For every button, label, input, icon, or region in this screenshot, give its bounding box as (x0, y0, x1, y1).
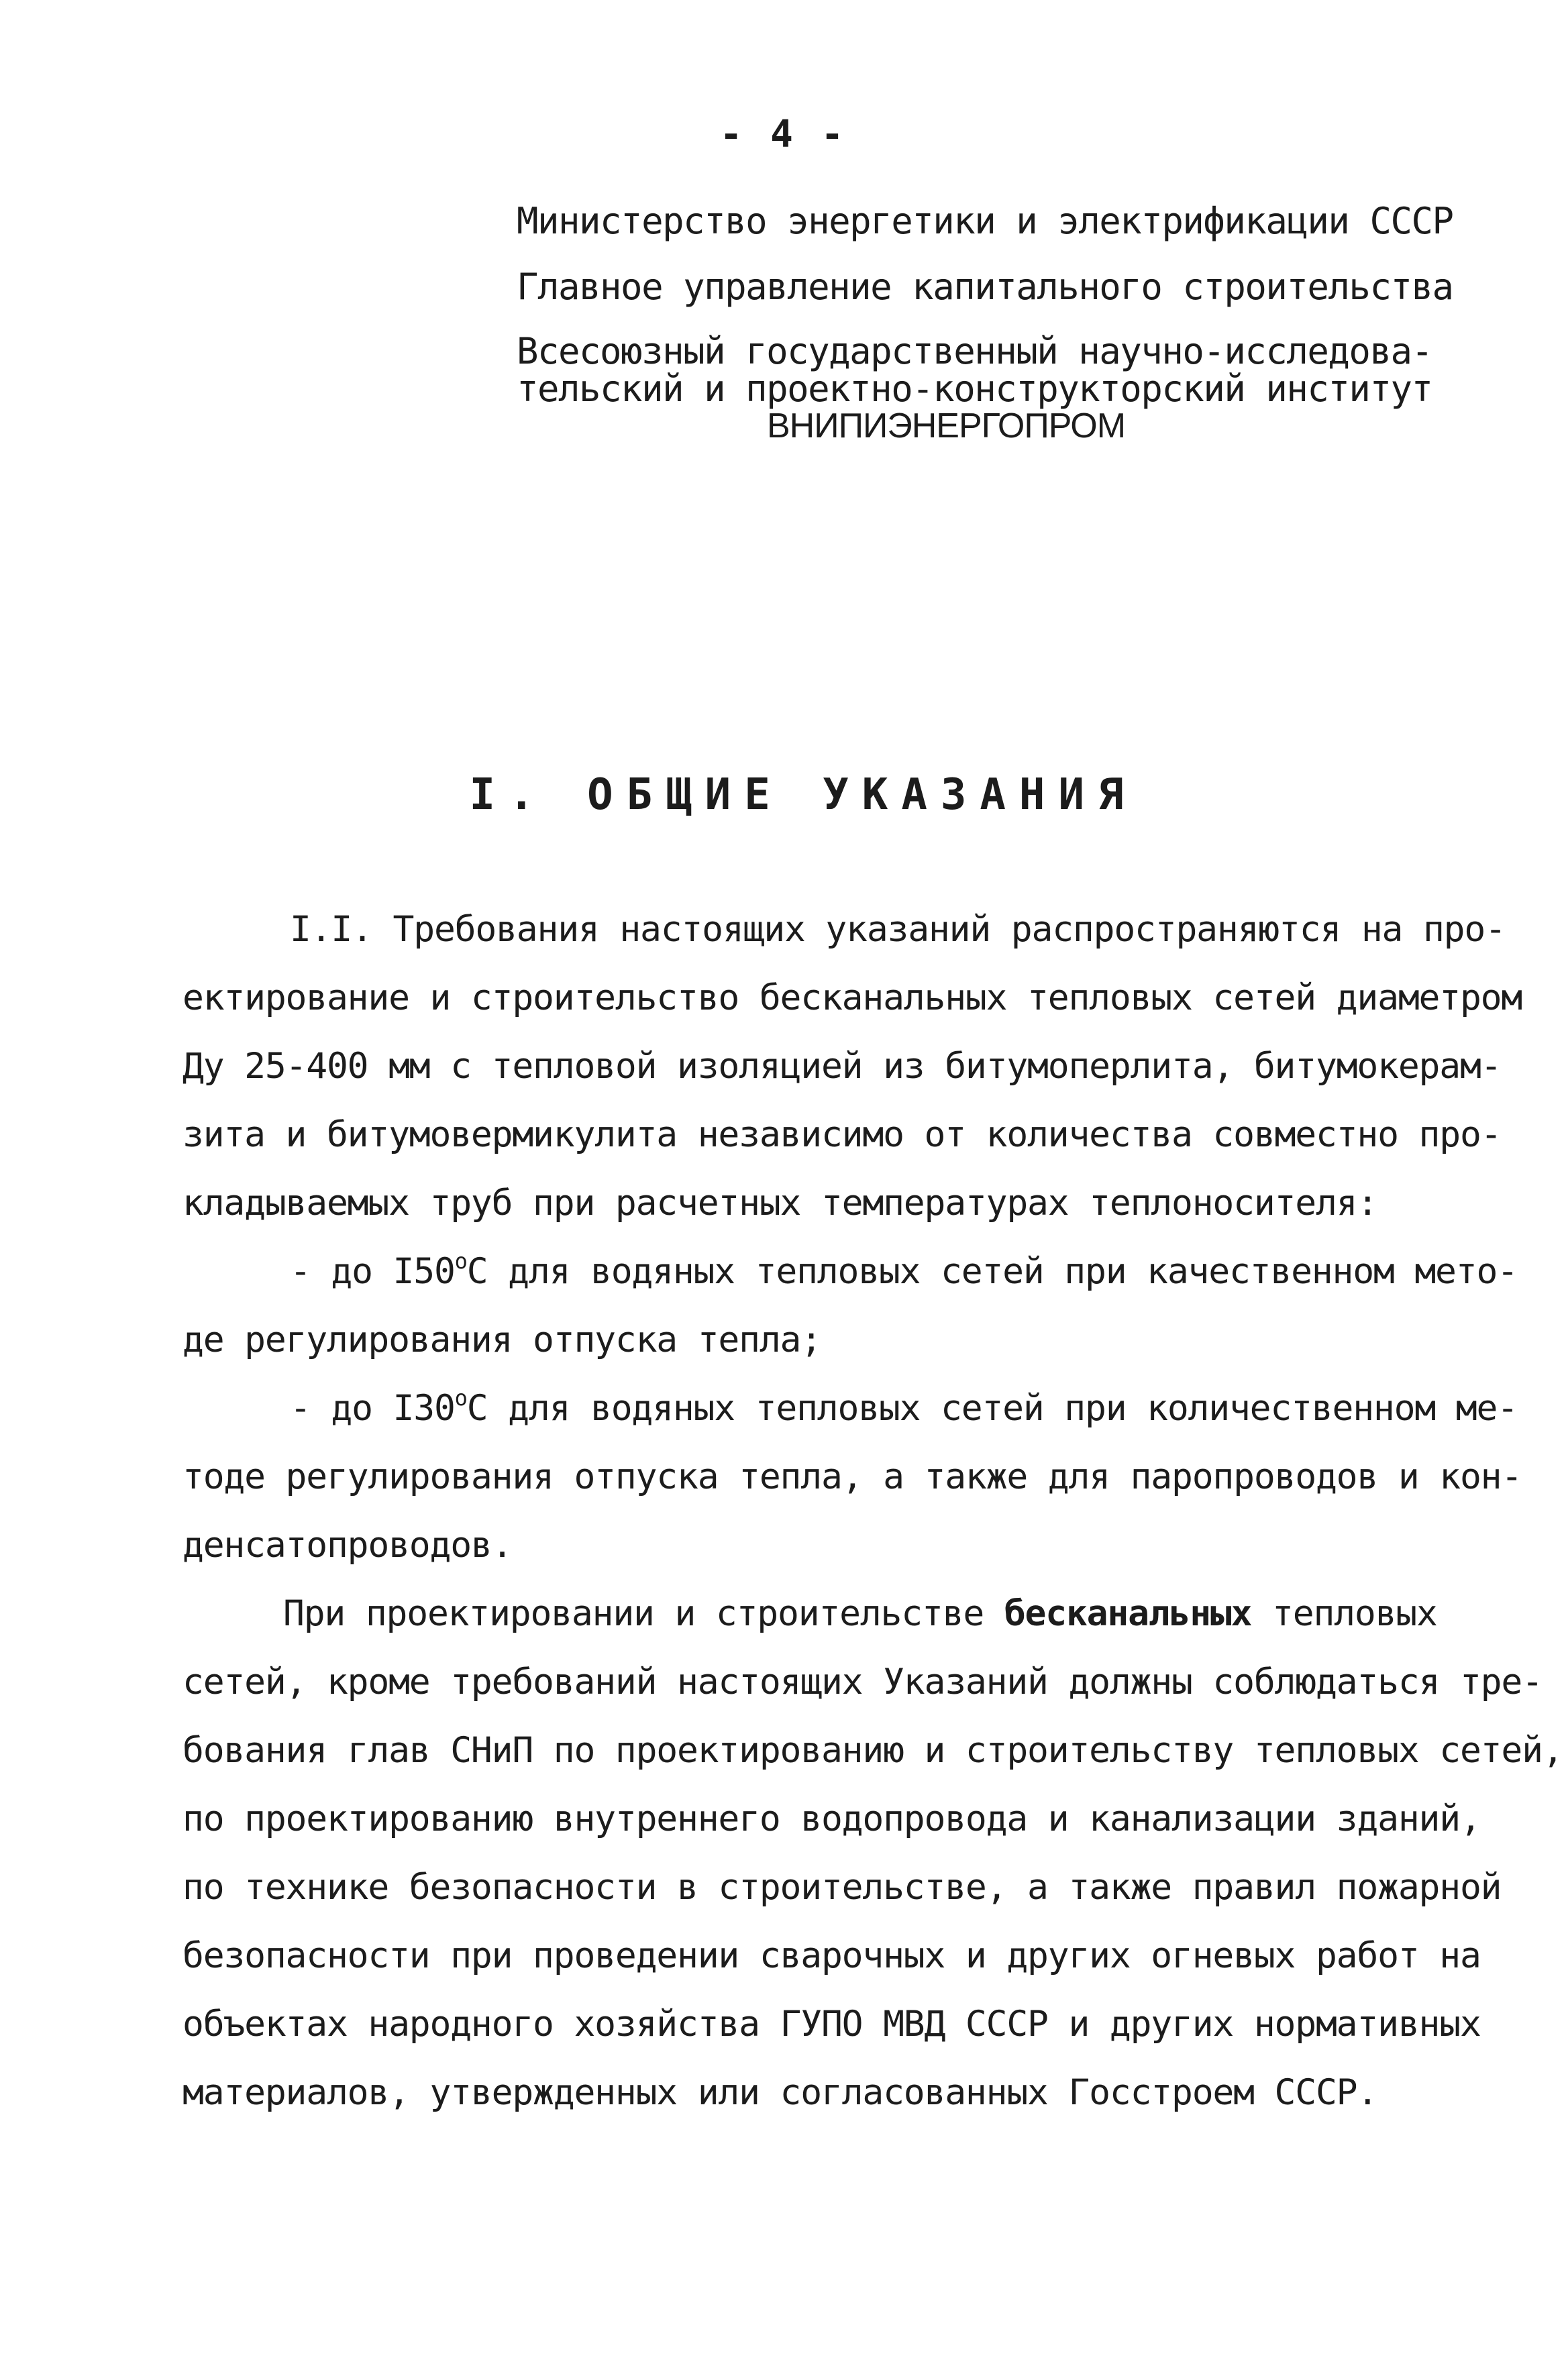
degree-sign: о (454, 1385, 467, 1411)
paragraph-2-line: объектах народного хозяйства ГУПО МВД СССР и других нормативных (182, 2004, 1481, 2045)
bullet-2-prefix: - до I30 (290, 1388, 455, 1429)
degree-sign: о (454, 1248, 467, 1274)
bullet-2-line (182, 1374, 1538, 1443)
department-name: Главное управление капитального строительства (517, 266, 1453, 308)
institute-line-2: тельский и проектно-конструкторский институт (517, 368, 1432, 410)
bullet-1-prefix: - до I50 (290, 1251, 455, 1292)
paragraph-2-line: сетей, кроме требований настоящих Указаний должны соблюдаться тре- (182, 1662, 1543, 1702)
paragraph-1-line: I.I. Требования настоящих указаний распространяются на про- (290, 909, 1506, 950)
paragraph-1-line: Ду 25-400 мм с тепловой изоляцией из битумоперлита, битумокерам- (182, 1046, 1502, 1087)
institute-line-1: Всесоюзный государственный научно-исследова- (517, 330, 1432, 372)
page-number: - 4 - (719, 113, 847, 156)
bullet-1-line: де регулирования отпуска тепла; (182, 1319, 821, 1360)
bullet-2-text: С для водяных тепловых сетей при количественном ме- (466, 1388, 1518, 1429)
institute-name (517, 330, 1456, 445)
paragraph-2-line: по проектированию внутреннего водопровода и канализации зданий, (182, 1798, 1481, 1839)
paragraph-2-line: материалов, утвержденных или согласованных Госстроем СССР. (182, 2072, 1378, 2113)
paragraph-2-text: При проектировании и строительстве (283, 1593, 1004, 1634)
bullet-1-line (182, 1238, 1538, 1306)
paragraph-1-line: ектирование и строительство бесканальных тепловых сетей диаметром (182, 977, 1522, 1018)
ministry-name: Министерство энергетики и электрификации СССР (517, 200, 1453, 242)
paragraph-2-line (182, 1580, 1538, 1648)
paragraph-1-line: кладываемых труб при расчетных температурах теплоносителя: (182, 1183, 1378, 1224)
paragraph-2-line: по технике безопасности в строительстве, а также правил пожарной (182, 1867, 1502, 1908)
bullet-2-line: денсатопроводов. (182, 1525, 513, 1566)
paragraph-2-emphasis: бесканальных (1004, 1593, 1252, 1634)
paragraph-1-line: зита и битумовермикулита независимо от количества совместно про- (182, 1114, 1502, 1155)
section-title: I. ОБЩИЕ УКАЗАНИЯ (469, 770, 1137, 820)
document-body (182, 896, 1563, 2127)
paragraph-2-line: бования глав СНиП по проектированию и строительству тепловых сетей, (182, 1730, 1563, 1771)
bullet-2-line: тоде регулирования отпуска тепла, а также для паропроводов и кон- (182, 1456, 1522, 1497)
document-header (517, 201, 1456, 444)
institute-abbreviation: ВНИПИЭНЕРГОПРОМ (766, 407, 1126, 445)
bullet-1-text: С для водяных тепловых сетей при качественном мето- (466, 1251, 1518, 1292)
paragraph-2-line: безопасности при проведении сварочных и других огневых работ на (182, 1935, 1481, 1976)
paragraph-2-text: тепловых (1251, 1593, 1437, 1634)
